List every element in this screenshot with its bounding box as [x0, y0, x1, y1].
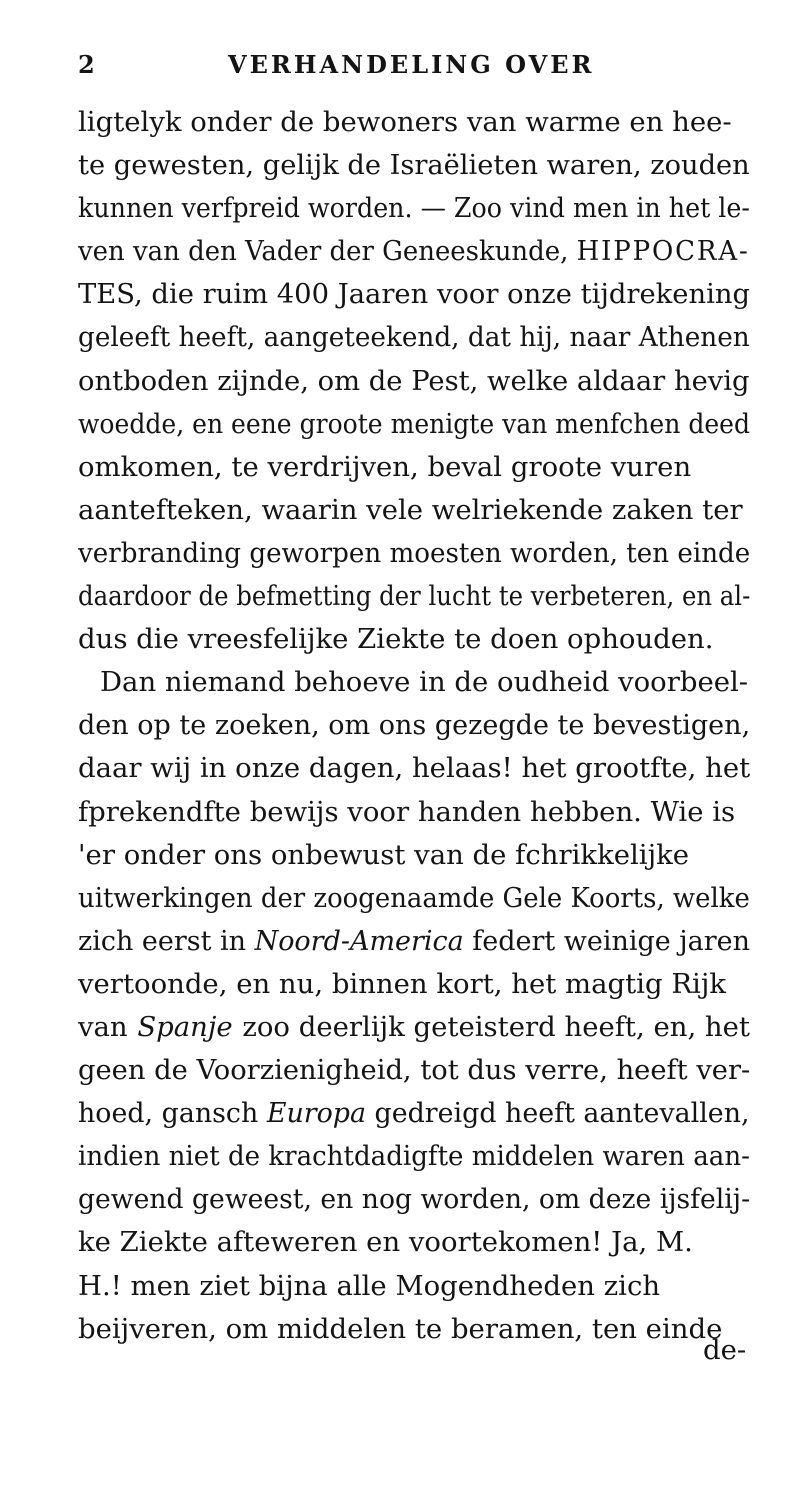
name-hippocrates: HIPPOCRA- [576, 235, 750, 268]
text-line: den op te zoeken, om ons gezegde te bevestigen, [78, 709, 751, 742]
text-line: geleeft heeft, aangeteekend, dat hij, naar Athenen [78, 321, 750, 354]
text-line: ven van den Vader der Geneeskunde, HIPPOCRA- [78, 230, 712, 273]
text-line: aantefteken, waarin vele welriekende zaken ter [78, 493, 743, 526]
text-line: geen de Voorzienigheid, tot dus verre, heeft ver- [78, 1054, 751, 1087]
running-title: VERHANDELING OVER [228, 50, 595, 79]
text-line: gewend geweest, en nog worden, om deze ijsfelij- [78, 1183, 751, 1216]
text-line: kunnen verfpreid worden. — Zoo vind men in het le- [78, 192, 750, 225]
text-line: indien niet de krachtdadigfte middelen waren aan- [78, 1140, 750, 1173]
place-spanje: Spanje [137, 1010, 233, 1043]
text-line: ontboden zijnde, om de Pest, welke aldaar hevig [78, 364, 750, 397]
text-line: hoed, gansch Europa gedreigd heeft aantevallen, [78, 1092, 734, 1135]
text-line: beijveren, om middelen te beramen, ten einde [78, 1312, 723, 1345]
text-line: dus die vreesfelijke Ziekte te doen ophouden. [78, 623, 714, 656]
text-line: daardoor de befmetting der lucht te verbeteren, en al- [78, 580, 751, 613]
text-line: fprekendfte bewijs voor handen hebben. Wie is [78, 795, 736, 828]
place-europa: Europa [266, 1097, 366, 1130]
place-noord-america: Noord-America [254, 924, 464, 957]
text-line: te gewesten, gelijk de Israëlieten waren, zouden [78, 149, 750, 182]
text-line: ligtelyk onder de bewoners van warme en hee- [78, 106, 732, 138]
text-line: zich eerst in Noord-America federt weinige jaren [78, 920, 737, 963]
text-line: 'er onder ons onbewust van de fchrikkelijke [78, 838, 690, 871]
text-line: ke Ziekte afteweren en voortekomen! Ja, M. [78, 1226, 693, 1259]
body-text [78, 101, 750, 1351]
text-line: TES, die ruim 400 Jaaren voor onze tijdrekening [78, 278, 751, 311]
text-line: omkomen, te verdrijven, beval groote vuren [78, 450, 692, 483]
catchword: de- [703, 1334, 747, 1366]
text-line: van Spanje zoo deerlijk geteisterd heeft, en, het [78, 1006, 750, 1049]
text-line: woedde, en eene groote menigte van menfchen deed [78, 407, 751, 440]
text-line: Dan niemand behoeve in de oudheid voorbeel- [100, 666, 749, 699]
text-line: H.! men ziet bijna alle Mogendheden zich [78, 1269, 661, 1302]
text-line: uitwerkingen der zoogenaamde Gele Koorts, welke [78, 881, 750, 914]
page-number: 2 [78, 50, 95, 79]
text-line: verbranding geworpen moesten worden, ten einde [78, 536, 751, 569]
text-line: vertoonde, en nu, binnen kort, het magtig Rijk [78, 967, 727, 1000]
running-header [0, 50, 800, 90]
text-line: daar wij in onze dagen, helaas! het grootfte, het [78, 752, 751, 785]
